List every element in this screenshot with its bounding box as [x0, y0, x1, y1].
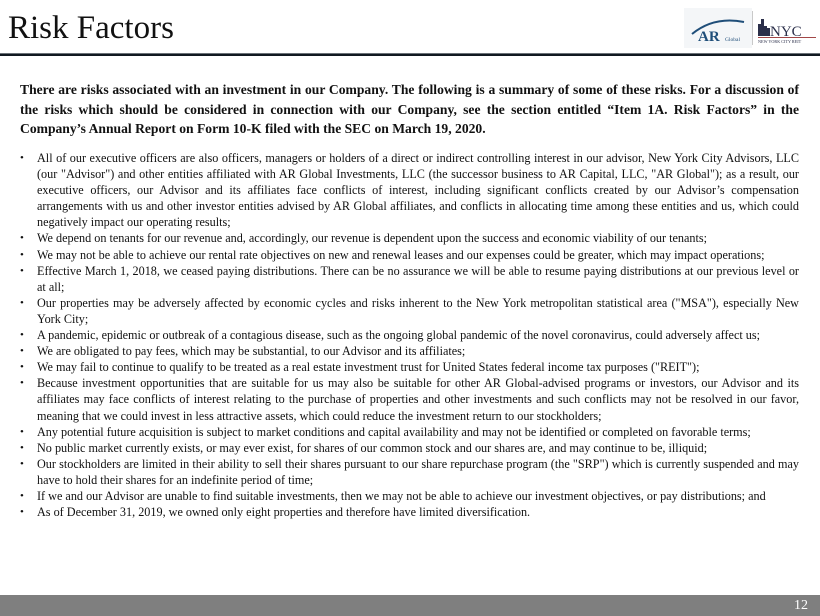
bullet-icon: •: [20, 152, 24, 164]
list-item: • We are obligated to pay fees, which may be substantial, to our Advisor and its affiliates;: [20, 344, 466, 359]
list-item: • We may not be able to achieve our rental rate objectives on new and renewal leases and our expenses could be greater, which may impact operations;: [20, 247, 765, 262]
intro-paragraph: There are risks associated with an investment in our Company. The following is a summary of some of these risks. For a discussion of the risks which should be considered in connection with our Company, see the section entitled “Item 1A. Risk Factors” in the Company’s Annual Report on Form 10-K filed with the SEC on March 19, 2020.: [20, 82, 799, 136]
list-item: • As of December 31, 2019, we owned only eight properties and therefore have limited diversification.: [20, 505, 531, 520]
list-item: • Effective March 1, 2018, we ceased paying distributions. There can be no assurance we will be able to resume paying distributions at our previous level or at all;: [20, 263, 799, 294]
bullet-icon: •: [20, 361, 24, 374]
ar-global-logo: [684, 8, 752, 48]
list-item: • If we and our Advisor are unable to find suitable investments, then we may not be able to achieve our investment objectives, or pay distributions; and: [20, 488, 766, 503]
list-item: • Any potential future acquisition is subject to market conditions and capital availability and may not be identified or completed on favorable terms;: [20, 424, 751, 439]
nyc-reit-logo: [756, 8, 820, 48]
svg-text:NYC: NYC: [770, 24, 802, 40]
bullet-icon: •: [20, 377, 24, 390]
list-item: • Because investment opportunities that are suitable for us may also be suitable for other AR Global-advised programs or investors, our Advisor and its affiliates may face conflicts of interest relating to the purchase of properties and other investments and such conflicts may not be resolved in our favor, meaning that we could invest in less attractive assets, which could reduce the investment return to our stockholders;: [20, 376, 799, 423]
footer-bar: [0, 595, 820, 616]
bullet-icon: •: [20, 296, 24, 309]
list-item: • A pandemic, epidemic or outbreak of a contagious disease, such as the ongoing global pandemic of the novel coronavirus, could adversely affect us;: [20, 328, 761, 343]
bullet-icon: •: [20, 232, 24, 245]
bullet-icon: •: [20, 264, 24, 277]
list-item: • No public market currently exists, or may ever exist, for shares of our common stock and our shares are, and may continue to be, illiquid;: [20, 440, 708, 455]
list-item: • All of our executive officers are also officers, managers or holders of a direct or indirect controlling interest in our advisor, New York City Advisors, LLC (our "Advisor") and other entities affiliated with AR Global Investments, LLC (the successor business to AR Capital, LLC, "AR Global"); as a result, our executive officers, our Advisor and its affiliates face conflicts of interest, including significant conflicts created by our Advisor’s compensation arrangements with us and other investor entities advised by AR Global affiliates, and conflicts in allocating time among these entities and us, which could negatively impact our operating results;: [20, 151, 799, 230]
bullet-icon: •: [20, 329, 24, 342]
list-item: • We may fail to continue to qualify to be treated as a real estate investment trust for United States federal income tax purposes ("REIT");: [20, 360, 700, 375]
page-title: Risk Factors: [8, 10, 174, 46]
svg-text:NEW YORK CITY REIT: NEW YORK CITY REIT: [758, 39, 802, 44]
page-number: 12: [794, 598, 808, 613]
svg-text:Global: Global: [725, 37, 740, 43]
bullet-icon: •: [20, 457, 24, 470]
title-divider: [0, 53, 820, 56]
svg-text:AR: AR: [698, 29, 720, 45]
risk-factor-list: [20, 150, 799, 520]
bullet-icon: •: [20, 248, 24, 261]
logo-group: [684, 8, 820, 48]
bullet-icon: •: [20, 425, 24, 438]
list-item: • We depend on tenants for our revenue and, accordingly, our revenue is dependent upon the success and economic viability of our tenants;: [20, 231, 708, 246]
bullet-icon: •: [20, 441, 24, 454]
bullet-icon: •: [20, 506, 24, 519]
logo-separator: [752, 11, 753, 45]
list-item: • Our properties may be adversely affected by economic cycles and risks inherent to the New York metropolitan statistical area ("MSA"), especially New York City;: [20, 295, 799, 326]
list-item: • Our stockholders are limited in their ability to sell their shares pursuant to our share repurchase program (the "SRP") which is currently suspended and may have to hold their shares for an indefinite period of time;: [20, 456, 799, 487]
bullet-icon: •: [20, 489, 24, 502]
bullet-icon: •: [20, 345, 24, 358]
